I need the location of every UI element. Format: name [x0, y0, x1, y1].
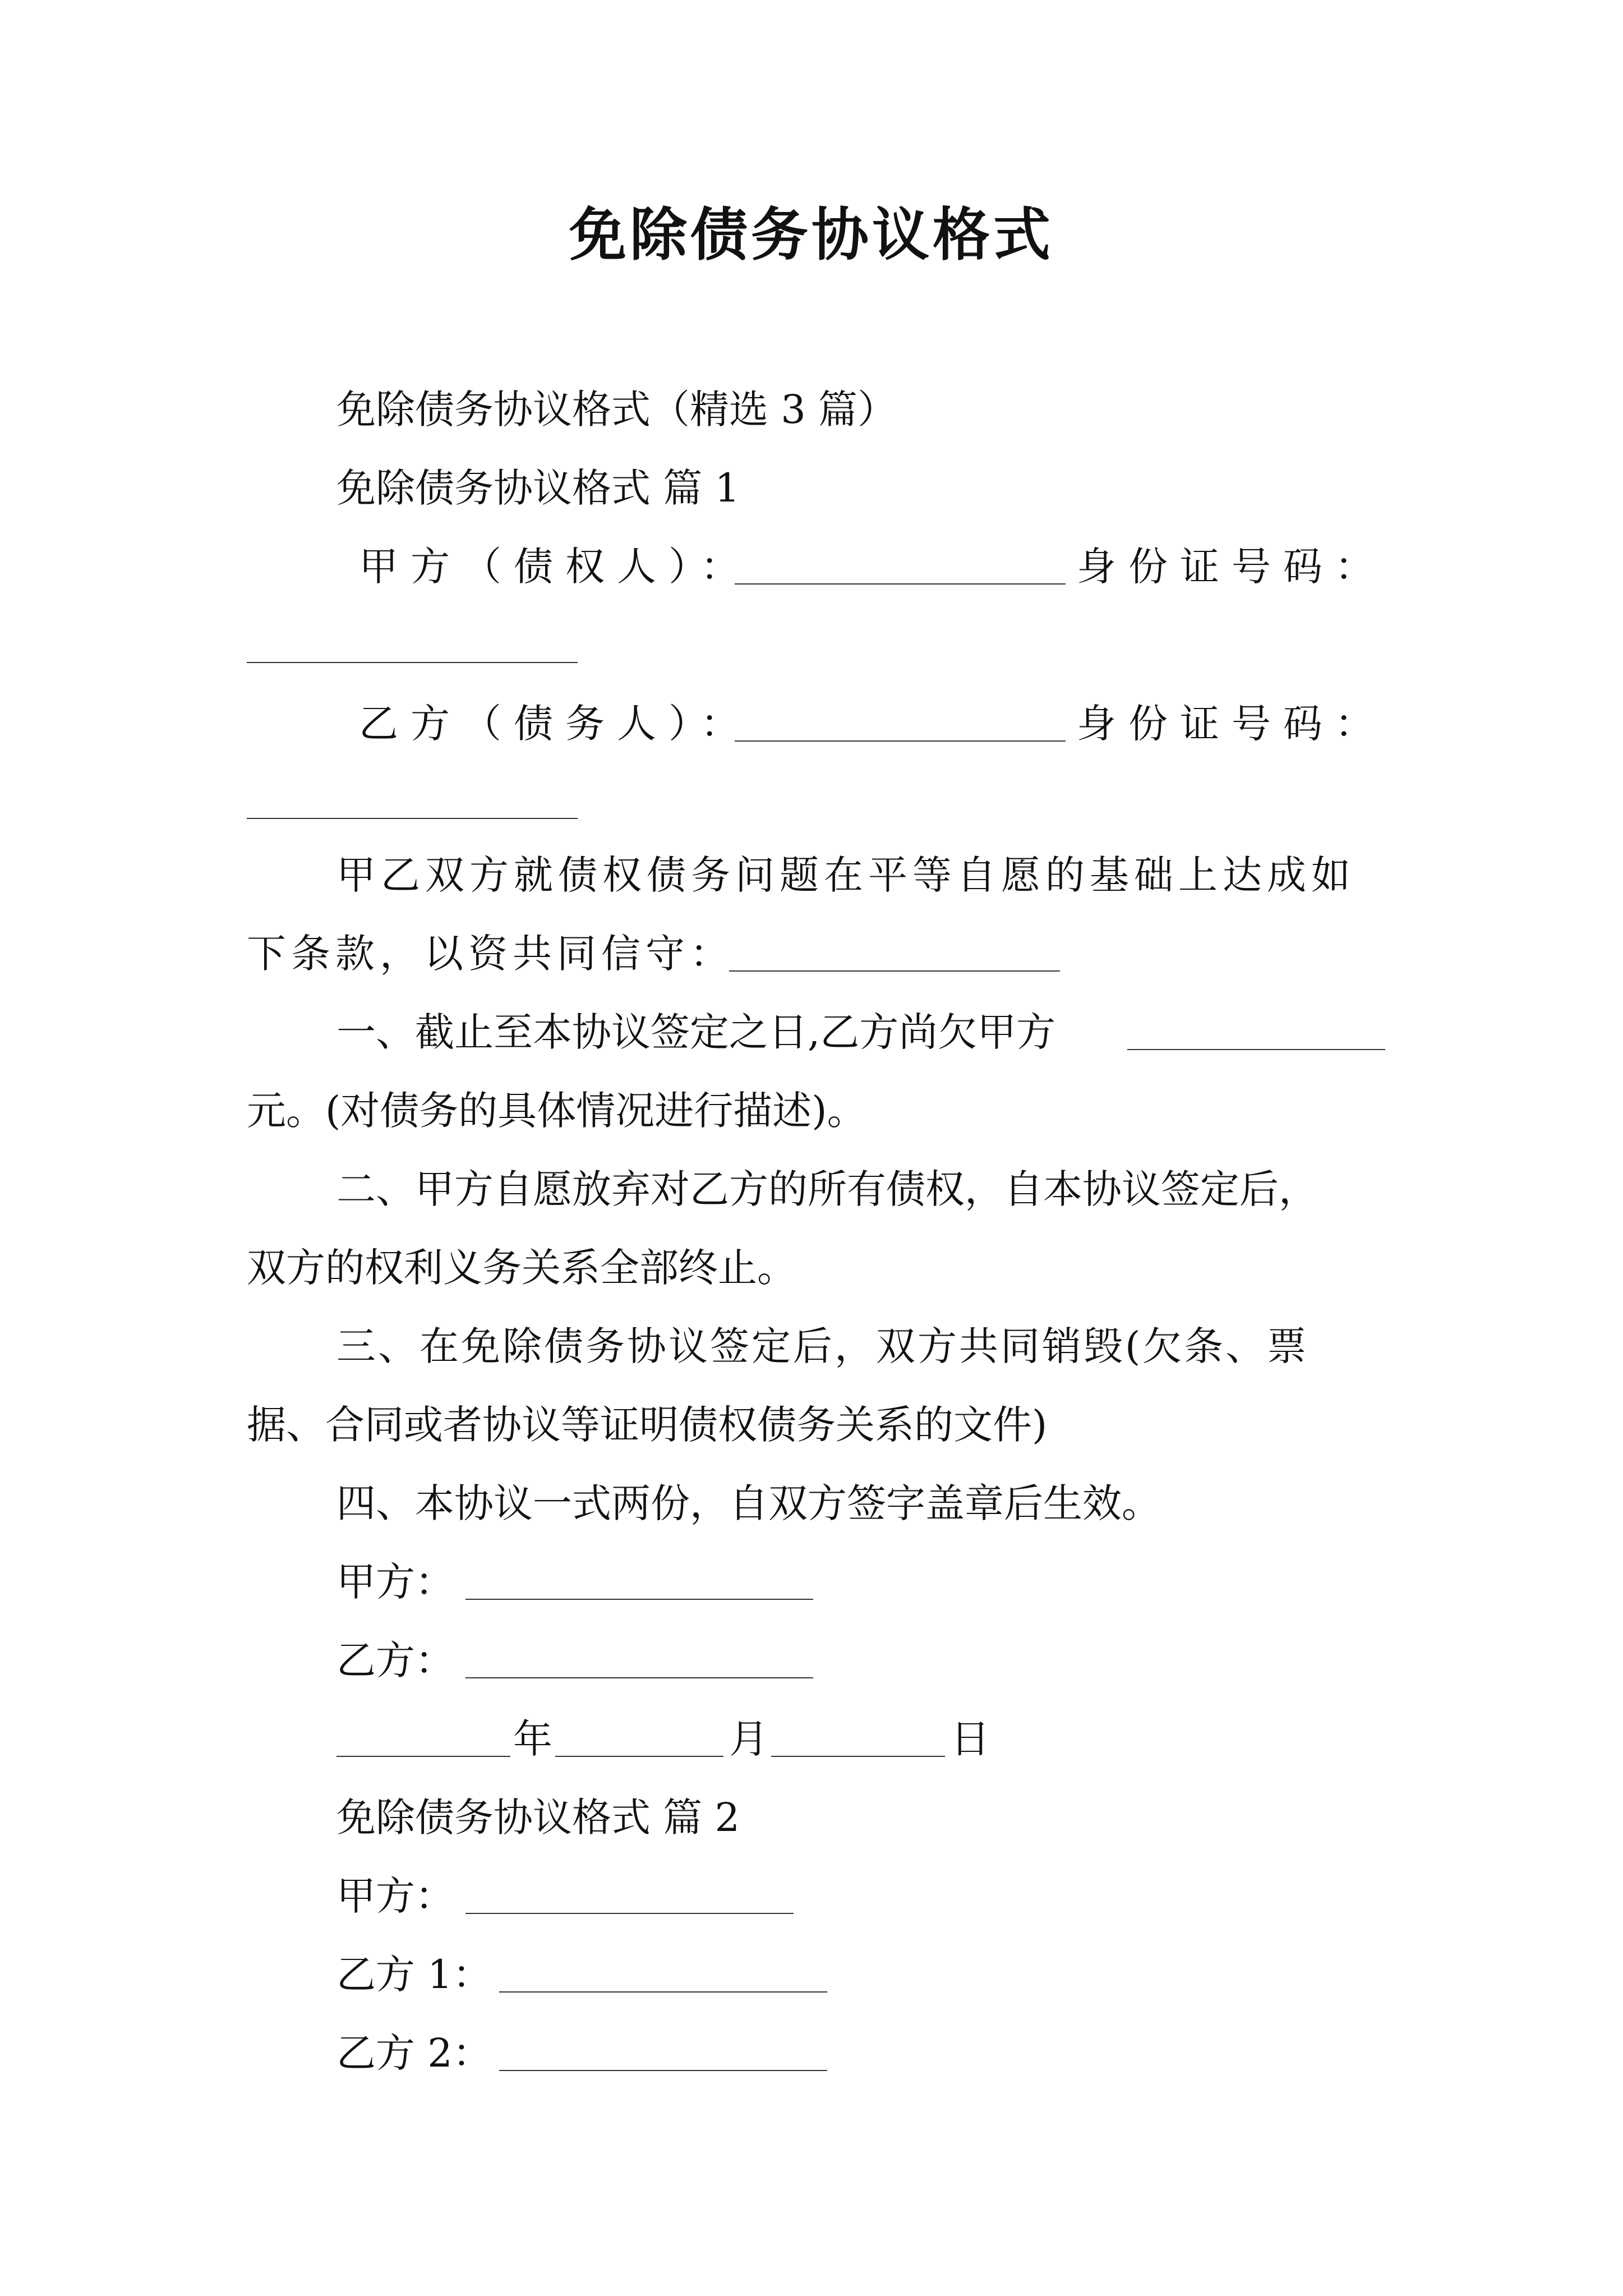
part2-party-b1-blank[interactable] [499, 1990, 827, 1993]
document-subtitle: 免除债务协议格式（精选 3 篇） [336, 386, 897, 432]
clause-1-amount-blank[interactable] [1127, 1048, 1385, 1050]
intro-blank[interactable] [729, 969, 1060, 972]
part2-heading: 免除债务协议格式 篇 2 [336, 1795, 740, 1841]
intro-line-1: 甲乙双方就债权债务问题在平等自愿的基础上达成如 [336, 852, 1355, 898]
clause-1-line-1: 一、截止至本协议签定之日,乙方尚欠甲方 [336, 1009, 1056, 1055]
party-a-label: 甲方（债权人）： [359, 544, 752, 590]
intro-line-2: 下条款，以资共同信守： [247, 931, 734, 977]
date-year-label: 年 [513, 1716, 552, 1762]
part2-party-a-blank[interactable] [465, 1912, 794, 1914]
party-a-id-blank[interactable] [247, 661, 578, 663]
party-b-name-blank[interactable] [735, 739, 1066, 742]
date-year-blank[interactable] [336, 1755, 510, 1757]
party-b-id-blank[interactable] [247, 817, 578, 819]
part2-party-b2-blank[interactable] [499, 2069, 827, 2071]
document-title: 免除债务协议格式 [569, 202, 1054, 269]
party-b-id-label: 身份证号码： [1077, 701, 1386, 747]
sign-party-b-label: 乙方： [336, 1637, 454, 1683]
party-b-label: 乙方（债务人）： [359, 701, 752, 747]
date-month-blank[interactable] [555, 1755, 723, 1757]
part2-party-b1-label: 乙方 1： [336, 1952, 492, 1998]
date-month-label: 月 [729, 1716, 768, 1762]
part2-party-b2-label: 乙方 2： [336, 2030, 492, 2076]
part2-party-a-label: 甲方： [336, 1873, 454, 1919]
sign-party-a-label: 甲方： [336, 1559, 454, 1605]
date-day-label: 日 [951, 1716, 990, 1762]
sign-party-a-blank[interactable] [465, 1598, 813, 1600]
party-a-id-label: 身份证号码： [1077, 544, 1386, 590]
clause-4: 四、本协议一式两份，自双方签字盖章后生效。 [336, 1480, 1161, 1526]
date-day-blank[interactable] [771, 1755, 945, 1757]
party-a-name-blank[interactable] [735, 582, 1066, 585]
clause-1-line-2: 元。(对债务的具体情况进行描述)。 [247, 1088, 866, 1134]
clause-3-line-2: 据、合同或者协议等证明债权债务关系的文件) [247, 1402, 1048, 1448]
clause-2-line-1: 二、甲方自愿放弃对乙方的所有债权，自本协议签定后， [336, 1166, 1318, 1212]
sign-party-b-blank[interactable] [465, 1676, 813, 1678]
clause-2-line-2: 双方的权利义务关系全部终止。 [247, 1245, 796, 1291]
clause-3-line-1: 三、在免除债务协议签定后，双方共同销毁(欠条、票 [336, 1323, 1309, 1369]
part1-heading: 免除债务协议格式 篇 1 [336, 465, 740, 511]
